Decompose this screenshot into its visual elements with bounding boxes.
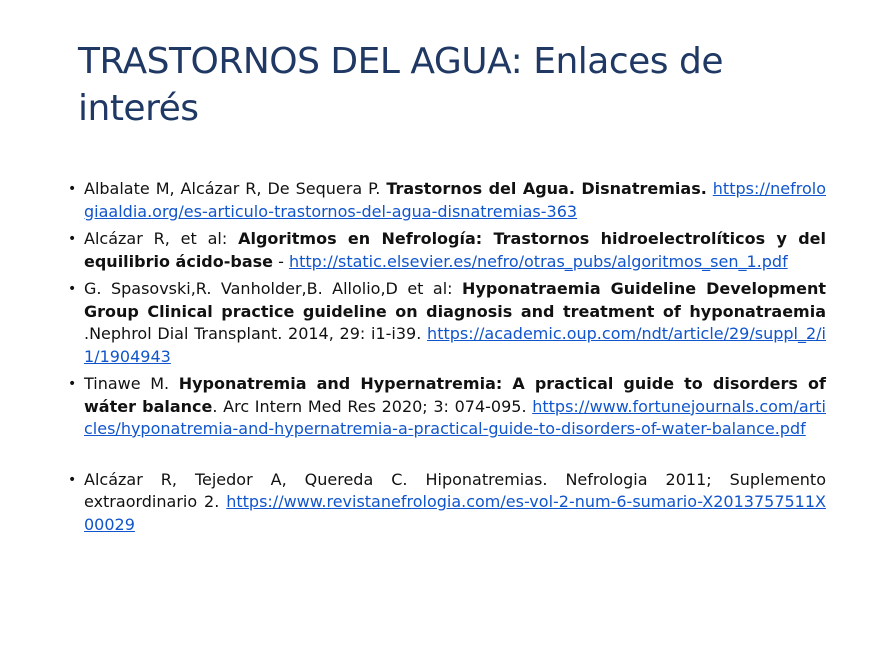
- reference-source: .Nephrol Dial Transplant. 2014, 29: i1-i39.: [84, 324, 422, 343]
- reference-item-5: [68, 469, 826, 537]
- reference-title: Hyponatraemia Guideline Development Group Clinical practice guideline on diagnosis and treatment of hyponatraemia: [84, 279, 826, 321]
- reference-authors: G. Spasovski,R. Vanholder,B. Allolio,D et al:: [84, 279, 463, 298]
- bullet-icon: •: [68, 231, 77, 247]
- reference-link[interactable]: http://static.elsevier.es/nefro/otras_pubs/algoritmos_sen_1.pdf: [288, 251, 788, 271]
- reference-text: [84, 179, 826, 221]
- bullet-icon: •: [68, 281, 77, 297]
- reference-title: Hyponatremia and Hypernatremia: A practical guide to disorders of wáter balance: [84, 374, 826, 416]
- reference-item-4: [68, 373, 826, 441]
- reference-item-3: [68, 278, 826, 368]
- reference-item-2: [68, 228, 826, 273]
- reference-authors: Tinawe M.: [84, 374, 179, 393]
- reference-authors: Alcázar R, Tejedor A, Quereda C. Hiponatremias. Nefrologia 2011; Suplemento extraordinario 2.: [84, 469, 826, 511]
- bullet-icon: •: [68, 376, 77, 392]
- reference-list: [68, 178, 826, 541]
- reference-source: -: [273, 251, 284, 271]
- bullet-icon: •: [68, 181, 77, 197]
- reference-source: . Arc Intern Med Res 2020; 3: 074-095.: [212, 396, 527, 416]
- reference-text: [84, 374, 826, 438]
- slide-title: TRASTORNOS DEL AGUA: Enlaces de interés: [78, 41, 723, 129]
- reference-text: [84, 470, 826, 534]
- reference-authors: Albalate M, Alcázar R, De Sequera P.: [84, 179, 387, 198]
- reference-title: Algoritmos en Nefrología: Trastornos hidroelectrolíticos y del equilibrio ácido-base: [84, 229, 826, 271]
- reference-authors: Alcázar R, et al:: [84, 229, 239, 248]
- reference-item-1: [68, 178, 826, 223]
- bullet-icon: •: [68, 471, 77, 488]
- reference-title: Trastornos del Agua. Disnatremias.: [386, 179, 707, 198]
- reference-link[interactable]: https://www.fortunejournals.com/articles/hyponatremia-and-hypernatremia-a-practical-guide-to-disorders-of-water-balance.pdf: [84, 396, 826, 438]
- reference-text: [84, 229, 826, 271]
- reference-link[interactable]: https://www.revistanefrologia.com/es-vol-2-num-6-sumario-X2013757511X00029: [84, 492, 826, 534]
- reference-link[interactable]: https://nefrologiaaldia.org/es-articulo-trastornos-del-agua-disnatremias-363: [84, 179, 826, 221]
- reference-link[interactable]: https://academic.oup.com/ndt/article/29/suppl_2/i1/1904943: [84, 324, 826, 366]
- reference-text: [84, 279, 826, 366]
